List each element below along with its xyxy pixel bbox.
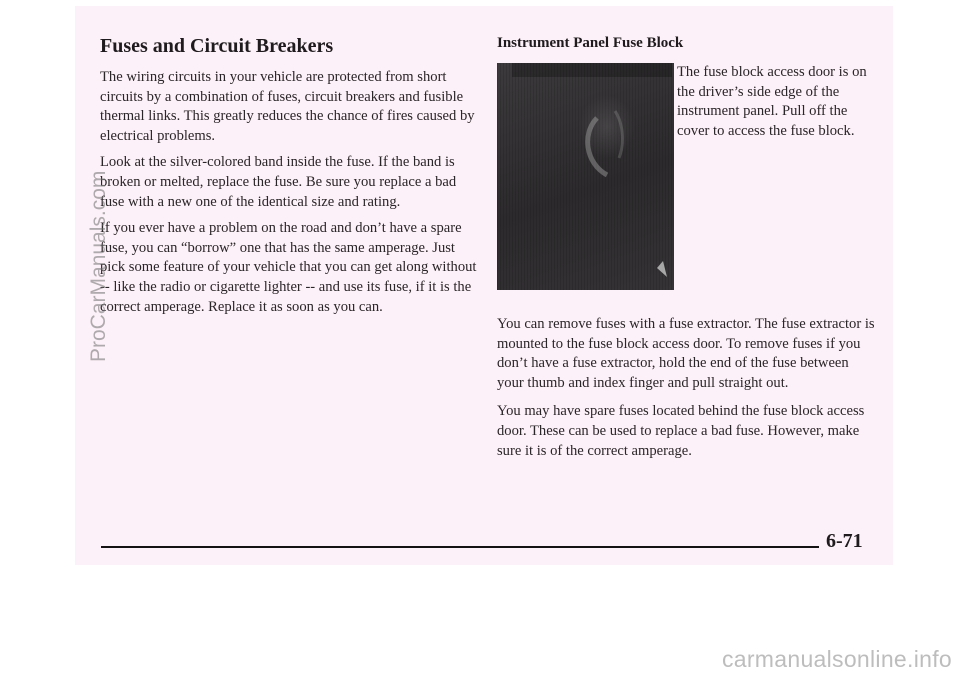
footer-rule: [101, 546, 819, 548]
paragraph-wiring-circuits: The wiring circuits in your vehicle are protected from short circuits by a combination of fuses, circuit breakers and fusible thermal links. This greatly reduces the chance of fires caused by electrical problems.: [100, 69, 475, 144]
right-column: [497, 34, 877, 470]
paragraph-silver-band: Look at the silver-colored band inside the fuse. If the band is broken or melted, replace the fuse. Be sure you replace a bad fuse with a new one of the identical size and rating.: [100, 154, 457, 210]
photo-row: [497, 63, 877, 290]
fuse-block-photo-drawing: [497, 63, 674, 290]
right-lower-text: [497, 315, 877, 461]
page-number: 6-71: [826, 530, 863, 552]
paragraph-spare-fuses: You may have spare fuses located behind the fuse block access door. These can be used to replace a bad fuse. However, make sure it is of the correct amperage.: [497, 403, 865, 459]
watermark-vertical: ProCarManuals.com: [87, 170, 110, 362]
fuse-block-photo: [497, 63, 674, 290]
section-heading-instrument-panel: Instrument Panel Fuse Block: [497, 35, 684, 51]
photo-caption: The fuse block access door is on the driver’s side edge of the instrument panel. Pull off the cover to access the fuse block.: [677, 64, 867, 139]
watermark-bottom: carmanualsonline.info: [721, 646, 952, 672]
left-column: [100, 34, 478, 324]
section-heading-fuses: Fuses and Circuit Breakers: [100, 35, 334, 57]
paragraph-fuse-extractor: You can remove fuses with a fuse extractor. The fuse extractor is mounted to the fuse block access door. To remove fuses if you don’t have a fuse extractor, hold the end of the fuse between your thumb and index finger and pull straight out.: [497, 316, 875, 391]
paragraph-borrow-fuse: If you ever have a problem on the road and don’t have a spare fuse, you can “borrow” one that has the same amperage. Just pick some feature of your vehicle that you can get along without -- like the radio or cigarette lighter -- and use its fuse, if it is the correct amperage. Replace it as soon as you can.: [100, 220, 477, 315]
